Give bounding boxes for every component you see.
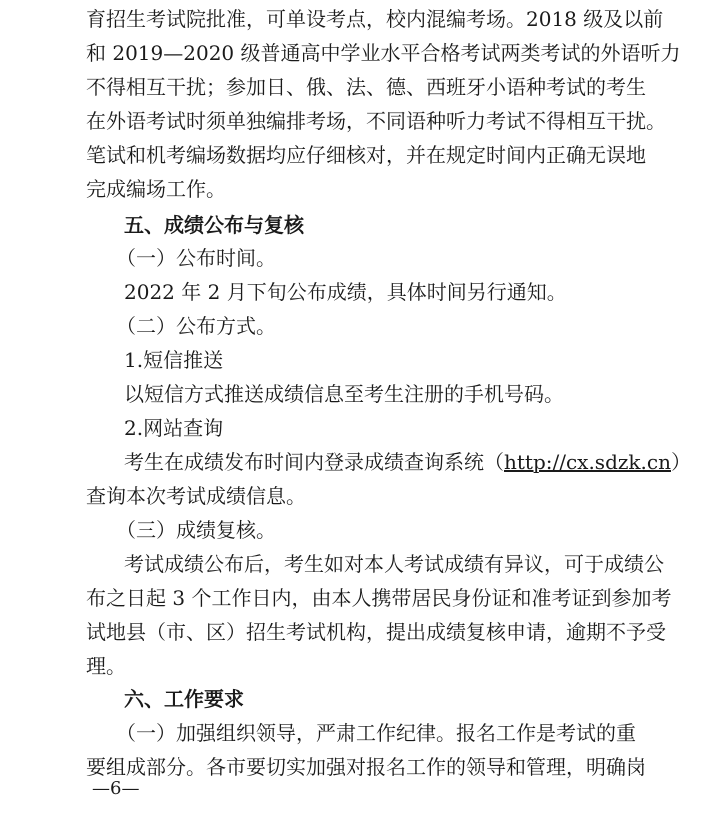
paragraph-line: 完成编场工作。 xyxy=(86,177,226,201)
paragraph-line: 考试成绩公布后，考生如对本人考试成绩有异议，可于成绩公 xyxy=(124,552,664,576)
subsection-title: （二）公布方式。 xyxy=(116,314,276,338)
page-number: —6— xyxy=(92,778,140,799)
paragraph-line: 不得相互干扰；参加日、俄、法、德、西班牙小语种考试的考生 xyxy=(86,75,646,99)
paragraph-line: 布之日起 3 个工作日内，由本人携带居民身份证和准考证到参加考 xyxy=(86,586,672,610)
paragraph-line: 以短信方式推送成绩信息至考生注册的手机号码。 xyxy=(124,382,564,406)
paragraph-line: （一）加强组织领导，严肃工作纪律。报名工作是考试的重 xyxy=(116,721,636,745)
subsection-title: （三）成绩复核。 xyxy=(116,518,276,542)
section-heading: 五、成绩公布与复核 xyxy=(124,213,304,237)
paragraph-line: 育招生考试院批准，可单设考点，校内混编考场。2018 级及以前 xyxy=(86,7,664,31)
paragraph-line: 查询本次考试成绩信息。 xyxy=(86,484,306,508)
subsection-title: （一）公布时间。 xyxy=(116,246,276,270)
list-item-title: 1.短信推送 xyxy=(124,348,224,372)
section-heading: 六、工作要求 xyxy=(124,687,244,711)
paragraph-text: 考生在成绩发布时间内登录成绩查询系统（ xyxy=(124,450,504,474)
paragraph-line: 和 2019—2020 级普通高中学业水平合格考试两类考试的外语听力 xyxy=(86,41,681,65)
paragraph-line: 笔试和机考编场数据均应仔细核对，并在规定时间内正确无误地 xyxy=(86,143,646,167)
paragraph-line: 2022 年 2 月下旬公布成绩，具体时间另行通知。 xyxy=(124,280,567,304)
paragraph-line: 理。 xyxy=(86,654,126,678)
list-item-title: 2.网站查询 xyxy=(124,416,224,440)
paragraph-text: ） xyxy=(670,450,691,474)
paragraph-line xyxy=(124,449,691,475)
paragraph-line: 试地县（市、区）招生考试机构，提出成绩复核申请，逾期不予受 xyxy=(86,620,666,644)
query-system-link[interactable]: http://cx.sdzk.cn xyxy=(504,450,671,474)
paragraph-line: 在外语考试时须单独编排考场，不同语种听力考试不得相互干扰。 xyxy=(86,109,666,133)
paragraph-line: 要组成部分。各市要切实加强对报名工作的领导和管理，明确岗 xyxy=(86,755,646,779)
